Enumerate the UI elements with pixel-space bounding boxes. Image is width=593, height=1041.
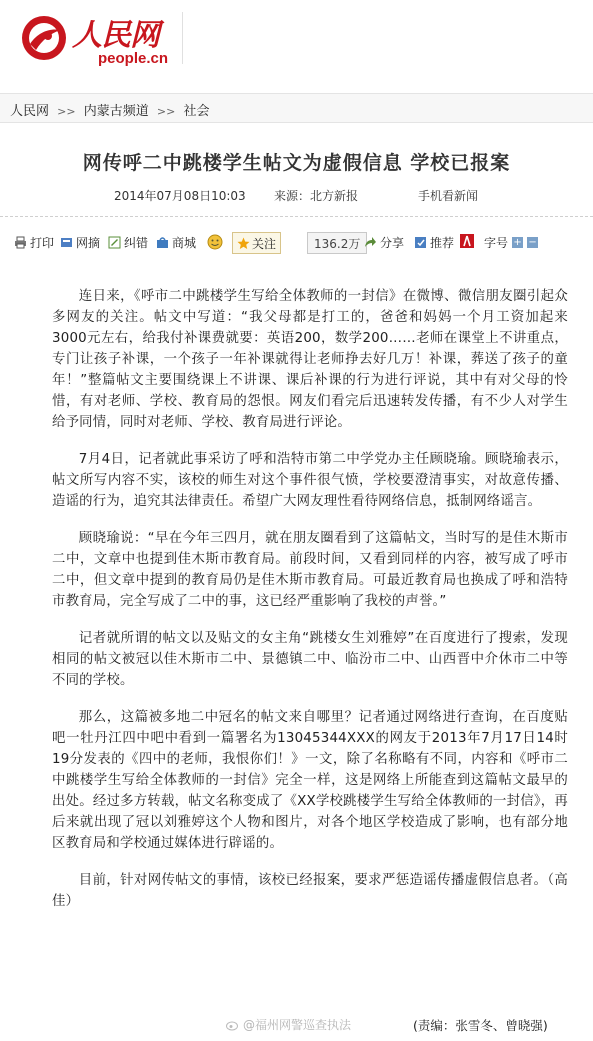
edit-icon xyxy=(108,236,121,249)
article-source[interactable]: 来源：北方新报 xyxy=(274,189,359,203)
recommend-icon xyxy=(414,236,427,249)
breadcrumb xyxy=(0,93,593,123)
article-footer xyxy=(0,1016,593,1040)
correct-label: 纠错 xyxy=(124,236,149,250)
font-increase-button[interactable]: + xyxy=(513,237,522,248)
breadcrumb-channel[interactable]: 内蒙古频道 xyxy=(83,104,149,119)
shop-button[interactable] xyxy=(156,234,196,251)
font-decrease-button[interactable]: − xyxy=(528,237,537,248)
emoji-button[interactable] xyxy=(207,234,223,250)
share-label: 分享 xyxy=(380,236,405,250)
article-paragraph: 7月4日，记者就此事采访了呼和浩特市第二中学党办主任顾晓瑜。顾晓瑜表示，帖文所写内容不实，该校的师生对这个事件很气愤，学校要澄清事实，对故意传播、造谣的行为，追究其法律责任。希望广大网友理性看待网络信息，抵制网络谣言。 xyxy=(52,452,568,509)
people-logo-icon xyxy=(20,14,68,62)
breadcrumb-separator: >> xyxy=(156,105,176,118)
print-label: 打印 xyxy=(30,236,55,250)
printer-icon xyxy=(14,236,27,249)
site-header xyxy=(0,0,593,80)
shop-icon xyxy=(156,236,169,249)
share-button[interactable] xyxy=(364,234,404,251)
print-button[interactable] xyxy=(14,234,54,251)
article-paragraph: 那么，这篇被多地二中冠名的帖文来自哪里？记者通过网络进行查询，在百度贴吧一牡丹江四中吧中看到一篇署名为13045344XXX的网友于2013年7月17日14时19分发表的《四中的老师，我恨你们！》一文，除了名称略有不同，内容和《呼市二中跳楼学生写给全体教师的一封信》完全一样，这是网络上所能查到这篇帖文最早的出处。经过多方转载，帖文名称变成了《XX学校跳楼学生写给全体教师的一封信》，再后来就出现了冠以刘雅婷这个人物和图片，对各个地区学校造成了影响，也有部分地区教育局和学校通过媒体进行辟谣的。 xyxy=(52,710,568,851)
logo-text-en: people.cn xyxy=(98,50,169,67)
header-divider xyxy=(182,12,183,64)
share-icon xyxy=(364,236,377,249)
watermark-text: @福州网警巡查执法 xyxy=(243,1018,352,1032)
recommend-button[interactable] xyxy=(414,234,454,251)
bookmark-icon xyxy=(60,236,73,249)
breadcrumb-section[interactable]: 社会 xyxy=(183,104,210,119)
article-toolbar xyxy=(14,232,584,254)
correct-button[interactable] xyxy=(108,234,148,251)
weibo-icon xyxy=(226,1019,240,1031)
divider xyxy=(0,216,593,217)
recommend-label: 推荐 xyxy=(430,236,455,250)
logo-text-cn: 人民网 xyxy=(72,18,159,53)
article-body xyxy=(52,286,568,928)
editor-credit: (责编：张雪冬、曾晓强) xyxy=(413,1018,548,1033)
smiley-icon xyxy=(207,234,223,250)
follower-count: 136.2万 xyxy=(307,232,367,254)
follow-label: 关注 xyxy=(252,236,277,251)
publish-date: 2014年07月08日10:03 xyxy=(114,189,246,203)
article-title: 网传呼二中跳楼学生帖文为虚假信息 学校已报案 xyxy=(82,152,511,174)
net-excerpt-label: 网摘 xyxy=(76,236,101,250)
shop-label: 商城 xyxy=(172,236,197,250)
watermark xyxy=(226,1016,351,1033)
site-logo[interactable] xyxy=(20,10,180,72)
breadcrumb-home[interactable]: 人民网 xyxy=(10,104,50,119)
article-paragraph: 目前，针对网传帖文的事情，该校已经报案，要求严惩造谣传播虚假信息者。（高佳） xyxy=(52,873,568,909)
article-paragraph: 连日来，《呼市二中跳楼学生写给全体教师的一封信》在微博、微信朋友圈引起众多网友的关注。帖文中写道：“我父母都是打工的，爸爸和妈妈一个月工资加起来3000元左右，给我付补课费就要：英语200，数学200……老师在课堂上不讲重点，专门让孩子补课，一个孩子一年补课就得让老师挣去好几万！补课，葬送了孩子的童年！”整篇帖文主要围绕课上不讲课、课后补课的行为进行评说，其中有对父母的怜惜，有对老师、学校、教育局的怨恨。网友们看完后迅速转发传播，有不少人对学生给予同情，同时对老师、学校、教育局进行评论。 xyxy=(52,289,568,430)
font-size-control xyxy=(484,234,538,251)
follow-button[interactable] xyxy=(232,232,281,254)
net-excerpt-button[interactable] xyxy=(60,234,100,251)
mobile-news-link[interactable]: 手机看新闻 xyxy=(418,189,479,203)
breadcrumb-separator: >> xyxy=(57,105,76,118)
people-button[interactable] xyxy=(460,234,474,248)
article-paragraph: 记者就所谓的帖文以及贴文的女主角“跳楼女生刘雅婷”在百度进行了搜索，发现相同的帖文被冠以佳木斯市二中、景德镇二中、临汾市二中、山西晋中介休市二中等不同的学校。 xyxy=(52,631,568,688)
people-mark-icon xyxy=(460,234,474,248)
star-icon xyxy=(237,237,250,250)
font-size-label: 字号 xyxy=(484,236,509,250)
article-paragraph: 顾晓瑜说：“早在今年三四月，就在朋友圈看到了这篇帖文，当时写的是佳木斯市二中，文章中也提到佳木斯市教育局。前段时间，又看到同样的内容，被写成了呼市二中，但文章中提到的教育局仍是佳木斯市教育局。可最近教育局也换成了呼和浩特市教育局，完全写成了二中的事，这已经严重影响了我校的声誉。” xyxy=(52,531,568,609)
